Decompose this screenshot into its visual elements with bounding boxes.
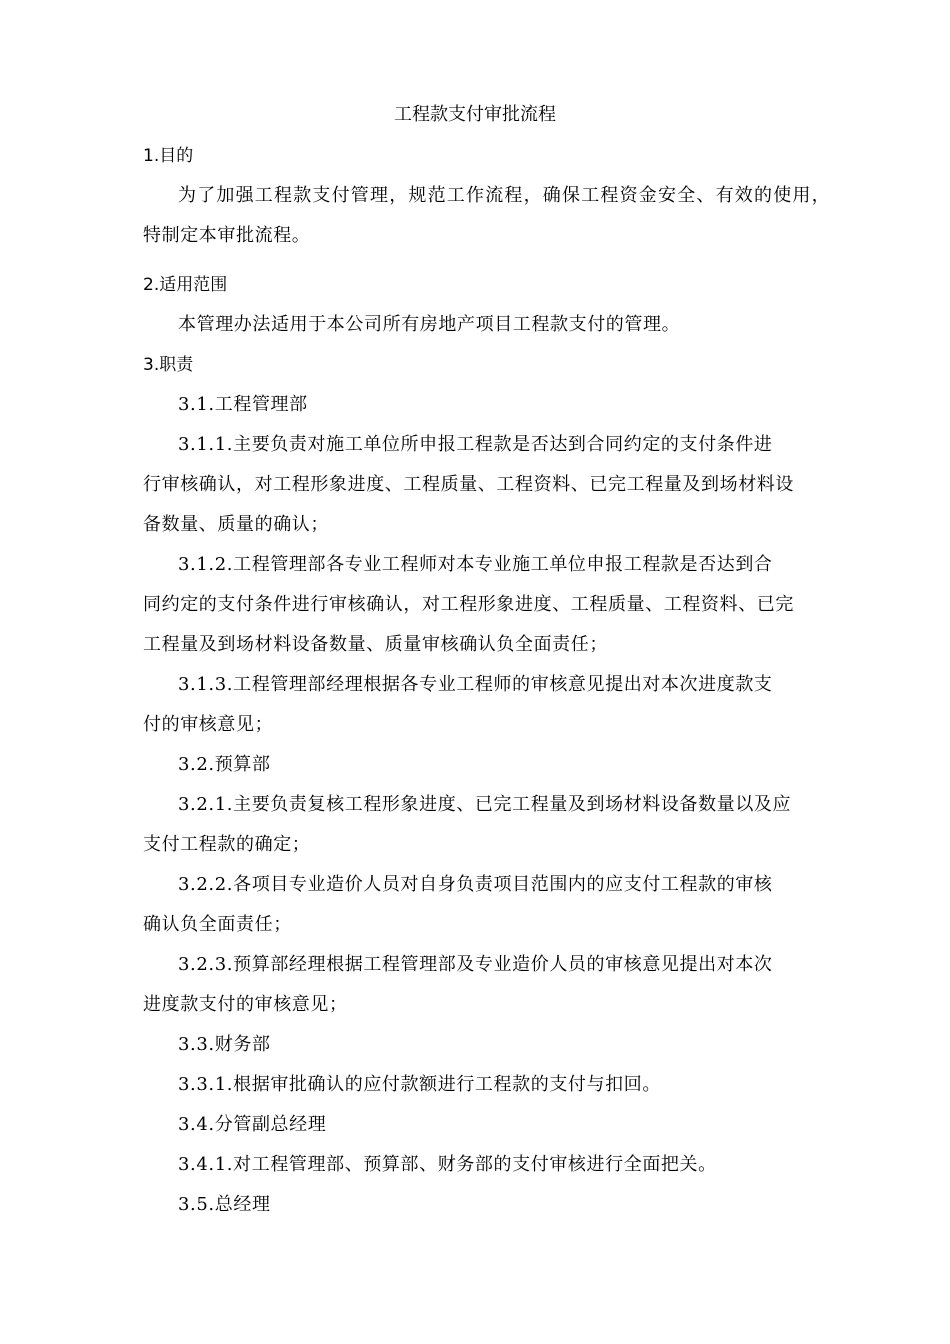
paragraph-line: 工程量及到场材料设备数量、质量审核确认负全面责任； bbox=[143, 634, 608, 655]
paragraph-line: 3.4.1.对工程管理部、预算部、财务部的支付审核进行全面把关。 bbox=[178, 1154, 717, 1175]
paragraph-line: 付的审核意见； bbox=[143, 714, 274, 735]
paragraph-line: 3.1.2.工程管理部各专业工程师对本专业施工单位申报工程款是否达到合 bbox=[178, 554, 773, 575]
paragraph-line: 3.1.3.工程管理部经理根据各专业工程师的审核意见提出对本次进度款支 bbox=[178, 674, 773, 695]
paragraph-line: 行审核确认，对工程形象进度、工程质量、工程资料、已完工程量及到场材料设 bbox=[143, 474, 794, 495]
paragraph-line: 3.3.1.根据审批确认的应付款额进行工程款的支付与扣回。 bbox=[178, 1074, 661, 1095]
paragraph-line: 3.2.1.主要负责复核工程形象进度、已完工程量及到场材料设备数量以及应 bbox=[178, 794, 792, 815]
subsection-heading: 3.1.工程管理部 bbox=[178, 394, 308, 415]
paragraph-line: 同约定的支付条件进行审核确认，对工程形象进度、工程质量、工程资料、已完 bbox=[143, 594, 794, 615]
paragraph-line: 确认负全面责任； bbox=[143, 914, 292, 935]
document-title: 工程款支付审批流程 bbox=[394, 104, 556, 125]
section-heading-duties: 3.职责 bbox=[143, 355, 194, 375]
paragraph-line: 支付工程款的确定； bbox=[143, 834, 311, 855]
subsection-heading: 3.2.预算部 bbox=[178, 754, 271, 775]
paragraph-line: 特制定本审批流程。 bbox=[143, 225, 311, 246]
paragraph-line: 3.2.2.各项目专业造价人员对自身负责项目范围内的应支付工程款的审核 bbox=[178, 874, 773, 895]
section-heading-purpose: 1.目的 bbox=[143, 146, 194, 166]
subsection-heading: 3.3.财务部 bbox=[178, 1034, 271, 1055]
paragraph-line: 进度款支付的审核意见； bbox=[143, 994, 348, 1015]
paragraph-line: 3.2.3.预算部经理根据工程管理部及专业造价人员的审核意见提出对本次 bbox=[178, 954, 773, 975]
paragraph-line: 备数量、质量的确认； bbox=[143, 514, 329, 535]
subsection-heading: 3.5.总经理 bbox=[178, 1194, 271, 1215]
section-heading-scope: 2.适用范围 bbox=[143, 275, 228, 295]
paragraph-line: 为了加强工程款支付管理，规范工作流程，确保工程资金安全、有效的使用， bbox=[178, 185, 831, 206]
paragraph-line: 本管理办法适用于本公司所有房地产项目工程款支付的管理。 bbox=[178, 314, 681, 335]
subsection-heading: 3.4.分管副总经理 bbox=[178, 1114, 327, 1135]
paragraph-line: 3.1.1.主要负责对施工单位所申报工程款是否达到合同约定的支付条件进 bbox=[178, 434, 773, 455]
